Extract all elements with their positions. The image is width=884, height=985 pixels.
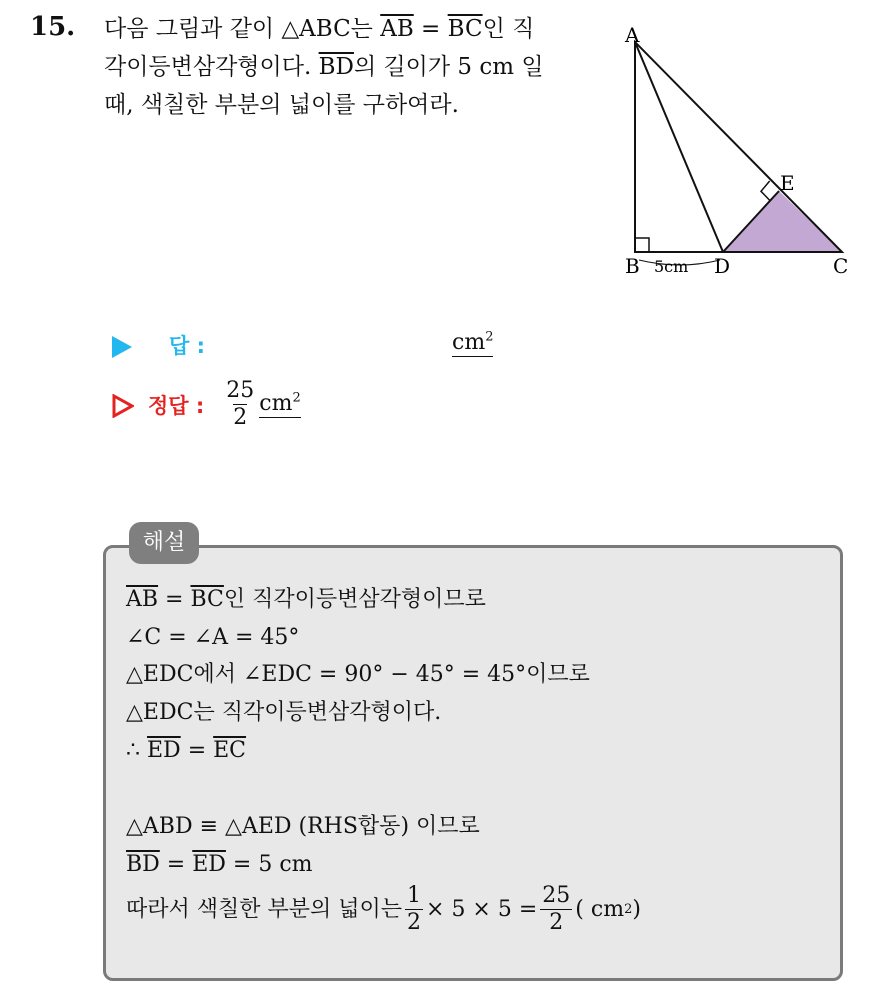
answer-row: [112, 330, 205, 360]
fraction-25-over-2: $\frac{25}{2}$: [542, 883, 571, 935]
solution-line-5: ∴ $\overline{ED} = \overline{EC}$: [126, 738, 247, 763]
solution-line-7: $\overline{BD} = \overline{ED} = 5$ cm: [126, 852, 313, 877]
solution-line-6: △ABD ≡ △AED (RHS합동) 이므로: [126, 814, 480, 839]
q2-post: 의 길이가 5 cm 일: [353, 54, 544, 80]
question-line-3: 때, 색칠한 부분의 넓이를 구하여라.: [104, 92, 459, 118]
correct-answer-row: [112, 380, 301, 429]
shaded-triangle-edc: [723, 191, 842, 252]
solution-line-4: △EDC는 직각이등변삼각형이다.: [126, 700, 442, 725]
segment-ad: [635, 42, 723, 252]
solution-line-2: ∠C = ∠A = 45°: [126, 625, 300, 650]
answer-blank[interactable]: [452, 330, 504, 360]
question-line-2: [104, 50, 544, 84]
label-bd-length: 5cm: [654, 257, 689, 276]
triangle-abc: [635, 42, 842, 252]
q1-post: 인 직: [482, 16, 535, 42]
solution-line-8: 따라서 색칠한 부분의 넓이는 $\frac{1}{2}$ × 5 × 5 = $\frac{25}{2}$ ( cm 2 ): [126, 883, 641, 935]
q1-eq: =: [413, 16, 448, 42]
answer-label: 답 :: [169, 334, 205, 358]
segment-bd: $\overline{BD}$: [318, 54, 354, 80]
question-number: 15.: [30, 12, 76, 42]
q2-pre: 각이등변삼각형이다.: [104, 54, 319, 80]
label-e: E: [780, 171, 795, 195]
solution-line-3: △EDC에서 ∠EDC = 90° − 45° = 45°이므로: [126, 662, 590, 687]
right-angle-mark-b: [635, 238, 649, 252]
answer-unit: $cm^2$: [452, 329, 494, 355]
triangle-figure: [610, 20, 860, 280]
solution-tag: 해설: [129, 522, 199, 564]
label-d: D: [714, 254, 731, 278]
q1-pre: 다음 그림과 같이 △ABC는: [104, 16, 381, 42]
right-angle-mark-e: [761, 181, 771, 201]
segment-bc: $\overline{BC}$: [447, 16, 483, 42]
outline-play-triangle-icon: [112, 394, 134, 416]
fraction-one-half: $\frac{1}{2}$: [407, 883, 422, 935]
question-line-1: [104, 12, 534, 46]
play-triangle-icon: [112, 336, 132, 358]
label-b: B: [625, 254, 640, 278]
correct-fraction: $\frac{25}{2}$: [226, 378, 255, 430]
correct-unit: $cm^2$: [259, 390, 301, 416]
segment-ab: $\overline{AB}$: [380, 16, 414, 42]
solution-line-1: $\overline{AB} = \overline{BC}$인 직각이등변삼각형이므로: [126, 587, 486, 612]
label-c: C: [833, 254, 849, 278]
correct-label: 정답 :: [148, 393, 205, 418]
label-a: A: [625, 23, 640, 47]
